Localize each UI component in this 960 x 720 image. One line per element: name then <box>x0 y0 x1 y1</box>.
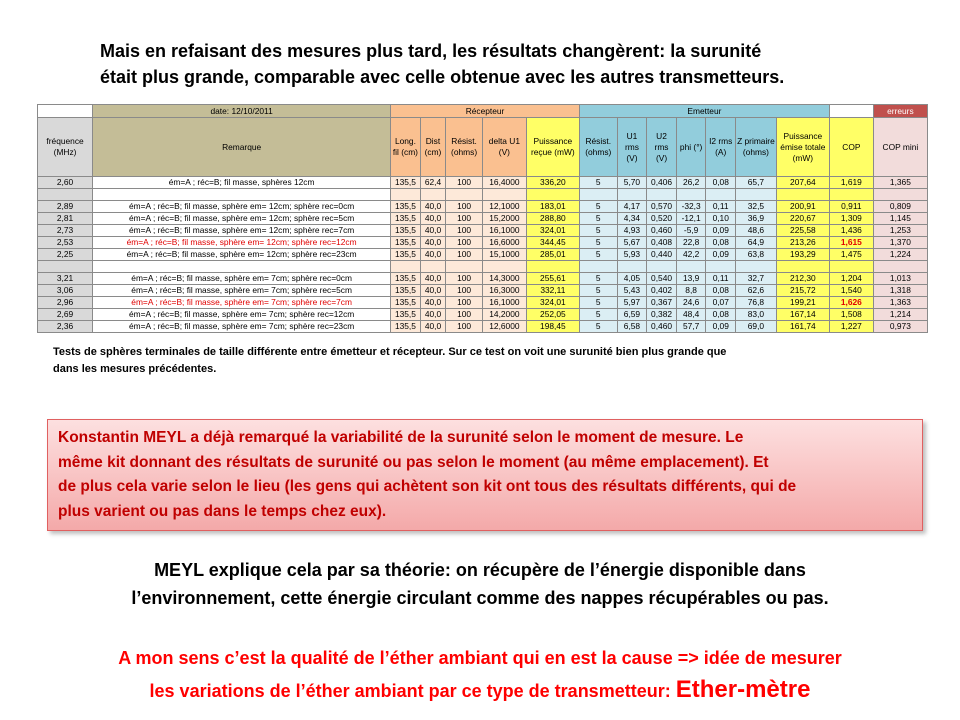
spacer-cell <box>873 261 927 273</box>
cell-long-fil: 135,5 <box>391 309 421 321</box>
cell-z-primaire: 83,0 <box>736 309 777 321</box>
cell-cop-mini: 1,145 <box>873 213 927 225</box>
cell-cop-mini: 1,253 <box>873 225 927 237</box>
cell-u2-rms: 0,406 <box>647 177 677 189</box>
cell-puissance-emise: 200,91 <box>776 201 829 213</box>
cell-puissance-emise: 193,29 <box>776 249 829 261</box>
cell-frequence: 3,21 <box>38 273 93 285</box>
cell-puissance-emise: 212,30 <box>776 273 829 285</box>
spacer-cell <box>706 189 736 201</box>
cell-u1-rms: 4,05 <box>617 273 647 285</box>
header-resist: Résist. (ohms) <box>446 118 483 177</box>
cell-cop-mini: 1,370 <box>873 237 927 249</box>
cell-remarque: ém=A ; réc=B; fil masse, sphère em= 7cm; sphère rec=23cm <box>93 321 391 333</box>
cell-resist: 100 <box>446 249 483 261</box>
cell-long-fil: 135,5 <box>391 225 421 237</box>
cell-z-primaire: 64,9 <box>736 237 777 249</box>
spacer-cell <box>617 189 647 201</box>
cell-puissance-recue: 332,11 <box>526 285 579 297</box>
slide-title <box>100 38 900 90</box>
cell-i2-rms: 0,08 <box>706 309 736 321</box>
cell-u1-rms: 5,67 <box>617 237 647 249</box>
cell-resist-emetteur: 5 <box>579 297 617 309</box>
cell-cop: 1,615 <box>829 237 873 249</box>
title-line-1: Mais en refaisant des mesures plus tard, les résultats changèrent: la surunité <box>100 41 762 61</box>
cell-phi: 26,2 <box>676 177 706 189</box>
cell-frequence: 2,69 <box>38 309 93 321</box>
cell-u2-rms: 0,540 <box>647 273 677 285</box>
table-row <box>38 177 928 189</box>
spacer-cell <box>482 261 526 273</box>
spacer-cell <box>647 189 677 201</box>
cell-resist-emetteur: 5 <box>579 237 617 249</box>
cell-u1-rms: 4,93 <box>617 225 647 237</box>
spacer-cell <box>446 189 483 201</box>
cell-puissance-emise: 167,14 <box>776 309 829 321</box>
cell-cop-mini: 0,973 <box>873 321 927 333</box>
cell-frequence: 2,60 <box>38 177 93 189</box>
cell-cop: 1,204 <box>829 273 873 285</box>
cell-puissance-emise: 161,74 <box>776 321 829 333</box>
cell-puissance-emise: 213,26 <box>776 237 829 249</box>
cell-puissance-emise: 220,67 <box>776 213 829 225</box>
cell-resist-emetteur: 5 <box>579 177 617 189</box>
cell-puissance-recue: 324,01 <box>526 225 579 237</box>
cell-u2-rms: 0,408 <box>647 237 677 249</box>
cell-dist: 40,0 <box>420 309 446 321</box>
meyl-remark-box <box>47 419 923 531</box>
spacer-cell <box>526 261 579 273</box>
remark-line-3: de plus cela varie selon le lieu (les gens qui achètent son kit ont tous des résultats différents, qui de <box>58 478 797 495</box>
header-long-fil: Long. fil (cm) <box>391 118 421 177</box>
spacer-cell <box>391 261 421 273</box>
cell-dist: 40,0 <box>420 273 446 285</box>
cell-i2-rms: 0,08 <box>706 285 736 297</box>
cell-cop: 1,619 <box>829 177 873 189</box>
cell-i2-rms: 0,11 <box>706 201 736 213</box>
table-row <box>38 213 928 225</box>
measurements-table <box>37 104 928 333</box>
cell-i2-rms: 0,09 <box>706 225 736 237</box>
cell-cop: 1,540 <box>829 285 873 297</box>
header-delta-u1: delta U1 (V) <box>482 118 526 177</box>
cell-cop-mini: 1,013 <box>873 273 927 285</box>
cell-dist: 40,0 <box>420 321 446 333</box>
cell-i2-rms: 0,10 <box>706 213 736 225</box>
explanation-line-1: MEYL explique cela par sa théorie: on récupère de l’énergie disponible dans <box>154 560 806 580</box>
cell-u2-rms: 0,402 <box>647 285 677 297</box>
cell-dist: 40,0 <box>420 297 446 309</box>
cell-phi: 42,2 <box>676 249 706 261</box>
cell-z-primaire: 69,0 <box>736 321 777 333</box>
cell-resist-emetteur: 5 <box>579 321 617 333</box>
cell-dist: 62,4 <box>420 177 446 189</box>
spacer-cell <box>736 261 777 273</box>
cell-puissance-recue: 344,45 <box>526 237 579 249</box>
header-puissance-emise: Puissance émise totale (mW) <box>776 118 829 177</box>
cell-u1-rms: 4,34 <box>617 213 647 225</box>
cell-cop-mini: 0,809 <box>873 201 927 213</box>
cell-long-fil: 135,5 <box>391 213 421 225</box>
cell-cop: 0,911 <box>829 201 873 213</box>
remark-line-4: plus varient ou pas dans le temps chez eux). <box>58 502 387 520</box>
table-row <box>38 201 928 213</box>
cell-resist: 100 <box>446 225 483 237</box>
cell-puissance-emise: 207,64 <box>776 177 829 189</box>
cell-frequence: 2,89 <box>38 201 93 213</box>
cell-resist-emetteur: 5 <box>579 213 617 225</box>
table-row <box>38 321 928 333</box>
cell-cop: 1,436 <box>829 225 873 237</box>
table-row <box>38 273 928 285</box>
cell-delta-u1: 12,1000 <box>482 201 526 213</box>
cell-z-primaire: 63,8 <box>736 249 777 261</box>
cell-cop: 1,626 <box>829 297 873 309</box>
cell-puissance-recue: 288,80 <box>526 213 579 225</box>
cell-i2-rms: 0,11 <box>706 273 736 285</box>
cell-delta-u1: 15,1000 <box>482 249 526 261</box>
cell-cop: 1,227 <box>829 321 873 333</box>
cell-long-fil: 135,5 <box>391 249 421 261</box>
spacer-cell <box>829 261 873 273</box>
spacer-cell <box>617 261 647 273</box>
cell-resist-emetteur: 5 <box>579 309 617 321</box>
cell-resist: 100 <box>446 321 483 333</box>
cell-cop-mini: 1,214 <box>873 309 927 321</box>
spacer-cell <box>420 189 446 201</box>
cell-puissance-emise: 215,72 <box>776 285 829 297</box>
meyl-explanation <box>70 556 890 612</box>
cell-phi: -32,3 <box>676 201 706 213</box>
cell-phi: 22,8 <box>676 237 706 249</box>
spacer-cell <box>93 261 391 273</box>
cell-remarque: ém=A ; réc=B; fil masse, sphère em= 12cm; sphère rec=12cm <box>93 237 391 249</box>
header-resist-emetteur: Résist. (ohms) <box>579 118 617 177</box>
cell-resist-emetteur: 5 <box>579 201 617 213</box>
cell-u1-rms: 5,93 <box>617 249 647 261</box>
explanation-line-2: l’environnement, cette énergie circulant comme des nappes récupérables ou pas. <box>131 588 829 608</box>
cell-delta-u1: 16,1000 <box>482 225 526 237</box>
remark-line-1: Konstantin MEYL a déjà remarqué la variabilité de la surunité selon le moment de mesure. Le <box>58 429 744 446</box>
header-u2-rms: U2 rms (V) <box>647 118 677 177</box>
cell-long-fil: 135,5 <box>391 177 421 189</box>
header-frequence: fréquence (MHz) <box>38 118 93 177</box>
cell-resist-emetteur: 5 <box>579 225 617 237</box>
spacer-cell <box>526 189 579 201</box>
table-row <box>38 237 928 249</box>
conclusion <box>40 643 920 707</box>
cell-phi: 13,9 <box>676 273 706 285</box>
cell-u1-rms: 5,43 <box>617 285 647 297</box>
cell-long-fil: 135,5 <box>391 201 421 213</box>
cell-puissance-recue: 183,01 <box>526 201 579 213</box>
cell-remarque: ém=A ; réc=B; fil masse, sphère em= 7cm; sphère rec=0cm <box>93 273 391 285</box>
band-recepteur: Récepteur <box>391 105 580 118</box>
header-remarque: Remarque <box>93 118 391 177</box>
spacer-cell <box>776 261 829 273</box>
table-spacer-row <box>38 261 928 273</box>
table-caption <box>53 344 913 378</box>
band-date: date: 12/10/2011 <box>93 105 391 118</box>
band-emetteur: Emetteur <box>579 105 829 118</box>
table-row <box>38 225 928 237</box>
cell-z-primaire: 62,6 <box>736 285 777 297</box>
cell-u2-rms: 0,460 <box>647 225 677 237</box>
cell-long-fil: 135,5 <box>391 285 421 297</box>
cell-z-primaire: 32,5 <box>736 201 777 213</box>
cell-delta-u1: 15,2000 <box>482 213 526 225</box>
cell-delta-u1: 16,1000 <box>482 297 526 309</box>
cell-puissance-recue: 324,01 <box>526 297 579 309</box>
cell-u2-rms: 0,382 <box>647 309 677 321</box>
cell-z-primaire: 48,6 <box>736 225 777 237</box>
band-erreurs: erreurs <box>873 105 927 118</box>
cell-remarque: ém=A ; réc=B; fil masse, sphère em= 7cm; sphère rec=5cm <box>93 285 391 297</box>
cell-long-fil: 135,5 <box>391 237 421 249</box>
header-i2-rms: I2 rms (A) <box>706 118 736 177</box>
cell-resist-emetteur: 5 <box>579 249 617 261</box>
cell-u2-rms: 0,570 <box>647 201 677 213</box>
cell-puissance-recue: 252,05 <box>526 309 579 321</box>
cell-dist: 40,0 <box>420 285 446 297</box>
cell-resist: 100 <box>446 285 483 297</box>
cell-u2-rms: 0,367 <box>647 297 677 309</box>
spacer-cell <box>579 189 617 201</box>
cell-u2-rms: 0,460 <box>647 321 677 333</box>
cell-u2-rms: 0,440 <box>647 249 677 261</box>
spacer-cell <box>446 261 483 273</box>
cell-cop-mini: 1,365 <box>873 177 927 189</box>
header-cop: COP <box>829 118 873 177</box>
header-puissance-recue: Puissance reçue (mW) <box>526 118 579 177</box>
table-header-row <box>38 118 928 177</box>
caption-line-2: dans les mesures précédentes. <box>53 363 217 375</box>
spacer-cell <box>873 189 927 201</box>
cell-long-fil: 135,5 <box>391 273 421 285</box>
band-empty <box>38 105 93 118</box>
cell-puissance-recue: 198,45 <box>526 321 579 333</box>
cell-remarque: ém=A ; réc=B; fil masse, sphère em= 12cm; sphère rec=7cm <box>93 225 391 237</box>
conclusion-line-2 <box>40 674 920 707</box>
cell-cop-mini: 1,224 <box>873 249 927 261</box>
cell-u1-rms: 6,58 <box>617 321 647 333</box>
cell-resist: 100 <box>446 237 483 249</box>
band-empty-cop <box>829 105 873 118</box>
header-dist: Dist (cm) <box>420 118 446 177</box>
cell-dist: 40,0 <box>420 237 446 249</box>
spacer-cell <box>647 261 677 273</box>
cell-remarque: ém=A ; réc=B; fil masse, sphère em= 12cm; sphère rec=23cm <box>93 249 391 261</box>
spacer-cell <box>391 189 421 201</box>
cell-cop: 1,475 <box>829 249 873 261</box>
spacer-cell <box>736 189 777 201</box>
cell-puissance-emise: 225,58 <box>776 225 829 237</box>
cell-delta-u1: 14,3000 <box>482 273 526 285</box>
cell-u1-rms: 6,59 <box>617 309 647 321</box>
cell-puissance-recue: 255,61 <box>526 273 579 285</box>
spacer-cell <box>676 261 706 273</box>
cell-remarque: ém=A ; réc=B; fil masse, sphère em= 12cm; sphère rec=0cm <box>93 201 391 213</box>
cell-i2-rms: 0,09 <box>706 249 736 261</box>
spacer-cell <box>579 261 617 273</box>
spacer-cell <box>676 189 706 201</box>
cell-frequence: 2,96 <box>38 297 93 309</box>
cell-cop: 1,508 <box>829 309 873 321</box>
cell-z-primaire: 32,7 <box>736 273 777 285</box>
spacer-cell <box>776 189 829 201</box>
cell-resist: 100 <box>446 309 483 321</box>
cell-delta-u1: 14,2000 <box>482 309 526 321</box>
cell-remarque: ém=A ; réc=B; fil masse, sphère em= 7cm; sphère rec=12cm <box>93 309 391 321</box>
table-row <box>38 249 928 261</box>
header-u1-rms: U1 rms (V) <box>617 118 647 177</box>
cell-delta-u1: 12,6000 <box>482 321 526 333</box>
header-z-primaire: Z primaire (ohms) <box>736 118 777 177</box>
cell-resist-emetteur: 5 <box>579 273 617 285</box>
cell-u1-rms: 5,70 <box>617 177 647 189</box>
cell-resist: 100 <box>446 273 483 285</box>
cell-u1-rms: 5,97 <box>617 297 647 309</box>
cell-delta-u1: 16,6000 <box>482 237 526 249</box>
cell-cop-mini: 1,318 <box>873 285 927 297</box>
cell-frequence: 2,53 <box>38 237 93 249</box>
cell-remarque: ém=A ; réc=B; fil masse, sphère em= 12cm; sphère rec=5cm <box>93 213 391 225</box>
cell-u1-rms: 4,17 <box>617 201 647 213</box>
title-line-2: était plus grande, comparable avec celle obtenue avec les autres transmetteurs. <box>100 67 785 87</box>
cell-frequence: 2,36 <box>38 321 93 333</box>
cell-i2-rms: 0,08 <box>706 177 736 189</box>
cell-phi: 57,7 <box>676 321 706 333</box>
cell-puissance-emise: 199,21 <box>776 297 829 309</box>
ether-metre-label: Ether-mètre <box>675 676 811 703</box>
cell-long-fil: 135,5 <box>391 321 421 333</box>
cell-i2-rms: 0,07 <box>706 297 736 309</box>
conclusion-line-1: A mon sens c’est la qualité de l’éther ambiant qui en est la cause => idée de mesurer <box>118 648 842 668</box>
header-cop-mini: COP mini <box>873 118 927 177</box>
spacer-cell <box>706 261 736 273</box>
cell-z-primaire: 65,7 <box>736 177 777 189</box>
spacer-cell <box>93 189 391 201</box>
cell-z-primaire: 76,8 <box>736 297 777 309</box>
cell-long-fil: 135,5 <box>391 297 421 309</box>
cell-cop: 1,309 <box>829 213 873 225</box>
cell-remarque: ém=A ; réc=B; fil masse, sphère em= 7cm; sphère rec=7cm <box>93 297 391 309</box>
spacer-cell <box>38 261 93 273</box>
spacer-cell <box>829 189 873 201</box>
spacer-cell <box>420 261 446 273</box>
cell-frequence: 2,73 <box>38 225 93 237</box>
cell-i2-rms: 0,08 <box>706 237 736 249</box>
cell-frequence: 2,25 <box>38 249 93 261</box>
cell-frequence: 3,06 <box>38 285 93 297</box>
cell-resist: 100 <box>446 201 483 213</box>
cell-phi: 24,6 <box>676 297 706 309</box>
cell-cop-mini: 1,363 <box>873 297 927 309</box>
cell-i2-rms: 0,09 <box>706 321 736 333</box>
table-band-row <box>38 105 928 118</box>
conclusion-line-2-text: les variations de l’éther ambiant par ce type de transmetteur: <box>149 681 671 701</box>
cell-dist: 40,0 <box>420 201 446 213</box>
cell-resist: 100 <box>446 213 483 225</box>
cell-phi: 48,4 <box>676 309 706 321</box>
cell-u2-rms: 0,520 <box>647 213 677 225</box>
cell-delta-u1: 16,3000 <box>482 285 526 297</box>
header-phi: phi (°) <box>676 118 706 177</box>
cell-phi: 8,8 <box>676 285 706 297</box>
table-row <box>38 285 928 297</box>
table-row <box>38 309 928 321</box>
cell-dist: 40,0 <box>420 213 446 225</box>
cell-phi: -12,1 <box>676 213 706 225</box>
spacer-cell <box>482 189 526 201</box>
table-spacer-row <box>38 189 928 201</box>
cell-dist: 40,0 <box>420 249 446 261</box>
cell-resist: 100 <box>446 297 483 309</box>
cell-frequence: 2,81 <box>38 213 93 225</box>
cell-puissance-recue: 336,20 <box>526 177 579 189</box>
table-row <box>38 297 928 309</box>
spacer-cell <box>38 189 93 201</box>
cell-dist: 40,0 <box>420 225 446 237</box>
cell-resist-emetteur: 5 <box>579 285 617 297</box>
caption-line-1: Tests de sphères terminales de taille différente entre émetteur et récepteur. Sur ce test on voit une surunité bien plus grande que <box>53 346 727 358</box>
remark-line-2: même kit donnant des résultats de surunité ou pas selon le moment (au même emplacement). Et <box>58 453 769 471</box>
cell-phi: -5,9 <box>676 225 706 237</box>
cell-remarque: ém=A ; réc=B; fil masse, sphères 12cm <box>93 177 391 189</box>
cell-puissance-recue: 285,01 <box>526 249 579 261</box>
cell-delta-u1: 16,4000 <box>482 177 526 189</box>
cell-resist: 100 <box>446 177 483 189</box>
cell-z-primaire: 36,9 <box>736 213 777 225</box>
